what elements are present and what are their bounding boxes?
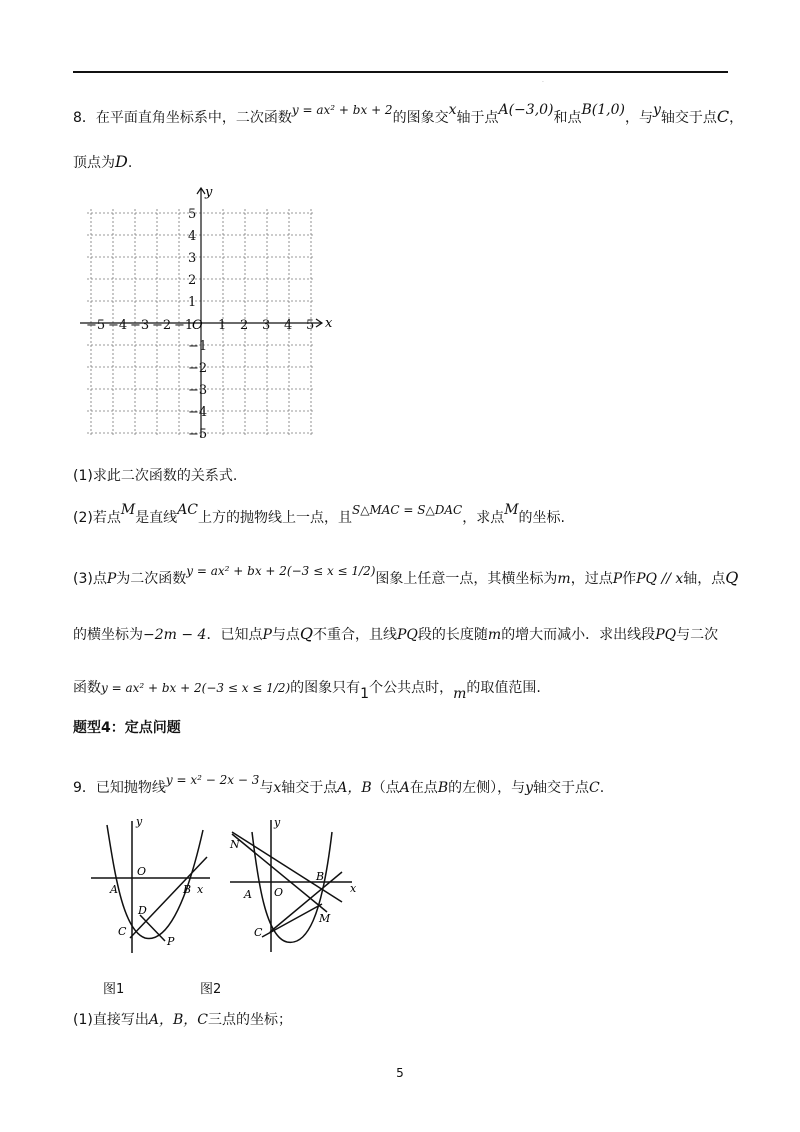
fig2-line-cb — [270, 872, 342, 932]
text: 是直线 — [135, 510, 178, 526]
text: ．已知点 — [206, 627, 263, 643]
segment-pq: PQ — [655, 627, 677, 643]
text: (1)直接写出 — [73, 1012, 149, 1028]
points-ab: A，B — [337, 780, 372, 796]
y-tick-label: −4 — [188, 405, 208, 420]
text: 的横坐标为 — [73, 627, 143, 643]
fig2-label-m: M — [319, 912, 331, 925]
var-m: m — [453, 686, 467, 702]
x-tick-label: 3 — [262, 318, 271, 333]
expression: −2m − 4 — [143, 627, 207, 643]
text: 三点的坐标； — [207, 1012, 292, 1028]
x-tick-label: 4 — [284, 318, 293, 333]
text: 函数 — [73, 680, 101, 696]
q8-part3-line3 — [73, 678, 541, 702]
fig1-parabola — [107, 825, 203, 938]
x-tick-label: −3 — [130, 318, 150, 333]
text: 与二次 — [676, 627, 719, 643]
text: 个公共点时， — [369, 680, 454, 696]
var-x: x — [448, 102, 457, 118]
var-m: m — [487, 627, 502, 643]
y-tick-label: −2 — [188, 361, 208, 376]
area-equation: S△MAC = S△DAC — [352, 503, 463, 517]
text: 轴交于点 — [660, 110, 717, 126]
fig1-label-y: y — [136, 815, 143, 828]
text: 与点 — [271, 627, 300, 643]
q8-line1 — [73, 102, 744, 128]
fig2-caption: 图2 — [200, 982, 222, 997]
fig2-label-o: O — [274, 886, 284, 899]
text: 上方的抛物线上一点，且 — [198, 510, 353, 526]
text: 不重合，且线 — [313, 627, 397, 643]
text: 的取值范围. — [466, 680, 541, 696]
text: (3)点 — [73, 571, 107, 587]
text: ，与 — [625, 110, 653, 126]
point-c: C — [716, 107, 730, 126]
fig1-label-x: x — [197, 883, 204, 896]
text: 与 — [259, 780, 274, 796]
y-tick-label: −1 — [188, 339, 208, 354]
fig2-label-b: B — [316, 870, 325, 883]
var-y: y — [525, 780, 534, 796]
points-abc: A，B，C — [148, 1012, 208, 1028]
text: . — [599, 780, 605, 796]
point-p: P — [612, 571, 623, 587]
formula: y = ax² + bx + 2(−3 ≤ x ≤ 1/2) — [101, 681, 291, 695]
text: 的增大而减小．求出线段 — [501, 627, 656, 643]
x-tick-label: −5 — [86, 318, 106, 333]
text: 作 — [622, 571, 637, 587]
y-axis-label: y — [205, 185, 213, 200]
text: 的图象只有 — [290, 680, 361, 696]
x-axis-label: x — [325, 316, 333, 331]
formula: y = ax² + bx + 2 — [291, 103, 393, 117]
x-tick-label: 2 — [240, 318, 249, 333]
x-tick-label: 5 — [306, 318, 315, 333]
x-tick-label: −2 — [152, 318, 172, 333]
point-p: P — [262, 627, 272, 643]
text: 在点 — [409, 780, 438, 796]
q8-part2 — [73, 502, 565, 528]
header-rule — [73, 71, 728, 73]
point-p: P — [106, 571, 117, 587]
x-tick-label: 1 — [218, 318, 227, 333]
point-q: Q — [299, 624, 313, 643]
text: 顶点为 — [73, 155, 115, 171]
point-a: A(−3,0) — [498, 102, 554, 118]
point-m: M — [504, 502, 519, 518]
line-ac: AC — [177, 502, 199, 518]
fig2-label-c: C — [254, 926, 263, 939]
point-q: Q — [725, 568, 739, 587]
text: ， — [729, 110, 744, 126]
fig1-label-b: B — [183, 883, 192, 896]
x-tick-label: −1 — [174, 318, 194, 333]
y-tick-label: −3 — [188, 383, 208, 398]
text: 和点 — [553, 110, 582, 126]
fig1-label-o: O — [137, 865, 147, 878]
q8-part3-line2 — [73, 624, 718, 645]
text: 为二次函数 — [116, 571, 187, 587]
x-tick-label: −4 — [108, 318, 128, 333]
fig1-label-c: C — [118, 925, 127, 938]
formula: y = ax² + bx + 2(−3 ≤ x ≤ 1/2) — [186, 564, 376, 578]
text: 轴于点 — [456, 110, 499, 126]
q8-part3-line1 — [73, 564, 739, 589]
y-tick-label: 5 — [188, 207, 197, 222]
point-a: A — [399, 780, 410, 796]
q8-part1 — [73, 466, 237, 486]
section-heading: 题型4：定点问题 — [73, 720, 181, 736]
text: . — [127, 155, 133, 171]
text: 的左侧），与 — [448, 780, 526, 796]
fig2-label-n: N — [230, 838, 240, 851]
coordinate-grid — [72, 182, 337, 442]
text: 8．在平面直角坐标系中，二次函数 — [73, 110, 292, 126]
page-number: 5 — [396, 1066, 404, 1080]
y-tick-label: 2 — [188, 273, 197, 288]
fig1-caption: 图1 — [103, 982, 125, 997]
fig2-label-a: A — [244, 888, 252, 901]
text: （点 — [371, 780, 400, 796]
y-tick-label: 1 — [188, 295, 197, 310]
origin-label: O — [192, 318, 203, 333]
point-m: M — [120, 502, 136, 518]
point-b: B(1,0) — [581, 102, 625, 118]
text: 轴，点 — [683, 571, 726, 587]
segment-pq: PQ — [397, 627, 418, 643]
number-one: 1 — [360, 686, 370, 702]
fig2-label-x: x — [350, 882, 357, 895]
y-tick-label: 3 — [188, 251, 197, 266]
pq-parallel: PQ // x — [636, 571, 684, 587]
var-x: x — [273, 780, 282, 796]
text: (2)若点 — [73, 510, 121, 526]
text: 9．已知抛物线 — [73, 780, 166, 796]
text: ，求点 — [462, 510, 505, 526]
text: 轴交于点 — [533, 780, 590, 796]
text: 段的长度随 — [417, 627, 488, 643]
q8-line2 — [73, 152, 132, 173]
fig2-label-y: y — [274, 816, 281, 829]
var-m: m — [557, 571, 571, 587]
point-d: D — [115, 152, 128, 171]
fig1-label-p: P — [167, 935, 175, 948]
text: 的坐标. — [518, 510, 565, 526]
fig1-label-a: A — [110, 883, 118, 896]
text: ，过点 — [570, 571, 613, 587]
point-c: C — [589, 780, 600, 796]
text: 轴交于点 — [281, 780, 338, 796]
text: (1)求此二次函数的关系式. — [73, 468, 238, 484]
text: 图象上任意一点，其横坐标为 — [375, 571, 558, 587]
text: 的图象交 — [392, 110, 449, 126]
figure-2 — [222, 812, 362, 957]
y-tick-label: 4 — [188, 229, 197, 244]
formula: y = x² − 2x − 3 — [165, 773, 260, 787]
fig1-label-d: D — [138, 904, 147, 917]
header-dot: . — [542, 77, 544, 84]
y-tick-label: −5 — [188, 427, 208, 442]
q9-line1 — [73, 773, 605, 798]
var-y: y — [653, 102, 661, 118]
point-b: B — [437, 780, 449, 796]
figure-1 — [85, 815, 215, 955]
q9-part1 — [73, 1010, 292, 1030]
